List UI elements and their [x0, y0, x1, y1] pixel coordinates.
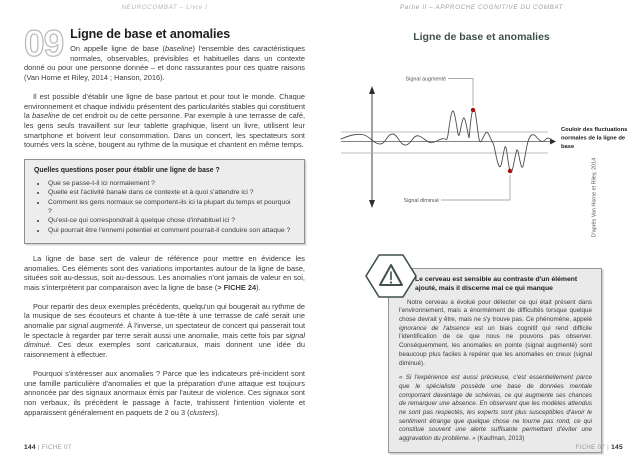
figure-credit: D'après Van Horne et Riley, 2014 — [591, 157, 598, 238]
callout-line-down — [441, 175, 510, 200]
chapter-number: 09 — [24, 23, 64, 64]
paragraph-3: La ligne de base sert de valeur de référence pour mettre en évidence les anomalies. Ces éléments sont des variations importantes autour de la ligne de base, situées soit au-dessus, soit au-dessous. Les anomalies n'ont jamais de valeur en soi, mais s'interprètent par comparaison avec la ligne de base (> FICHE 24). — [24, 253, 305, 292]
signal-up-label: Signal augmenté — [405, 76, 446, 83]
corridor-label-line1: Couloir des fluctuations — [561, 127, 628, 133]
fiche-label: FICHE 07 — [575, 444, 606, 451]
warning-box — [388, 268, 602, 453]
paragraph-5: Pourquoi s'intéresser aux anomalies ? Parce que les indicateurs pré-incident sont une famille particulière d'anomalies et que la préparation d'une attaque est toujours annoncée par des signaux anormaux émis par l'auteur de violence. Ces signaux sont non verbaux, ils précèdent le passage à l'acte, trahissent l'intention violente et apparaissent généralement en paquets de 2 ou 3 (clusters). — [24, 368, 305, 417]
callout-line-up — [448, 79, 473, 107]
question-item: • Quelle est l'activité banale dans ce contexte et à quoi s'attendre ici ? — [47, 188, 296, 197]
warning-box-title: Le cerveau est sensible au contraste d'un élément ajouté, mais il discerne mal ce qui manque — [415, 276, 578, 292]
corridor-label-line2: normales de la ligne de — [561, 135, 626, 142]
chapter-title: Ligne de base et anomalies — [70, 27, 231, 41]
question-box — [24, 159, 305, 244]
y-axis-arrow-up-icon — [369, 86, 375, 94]
baseline-anomaly-diagram — [334, 70, 634, 220]
left-page-content — [24, 23, 306, 417]
footer-left — [24, 444, 71, 451]
paragraph-4: Pour repartir des deux exemples précédents, quelqu'un qui bougerait au rythme de la musique de ses écouteurs et chante à tue-tête à une terrasse de café serait une anomalie par signal augmenté. À l'inverse, un spectateur de concert qui passerait tout le spectacle à regarder par terre serait aussi une anomalie, mais cette fois par signal diminué. Ces deux exemples sont caricaturaux, mais donnent une idée du raisonnement à effectuer. — [24, 301, 306, 360]
figure-title: Ligne de base et anomalies — [413, 31, 550, 43]
paragraph-1: On appelle ligne de base (baseline) l'ensemble des caractéristiques normales, observables, prévisibles et habituelles dans un contexte donné ou pour une personne donnée – et donc rassurantes pour ces quatre raisons (Van Horne et Riley, 2014 ; Hanson, 2016). — [24, 44, 305, 83]
question-item: • Que se passe-t-il ici normalement ? — [47, 179, 296, 188]
corridor-label-line3: base — [561, 144, 575, 150]
diagram-svg — [334, 70, 634, 220]
question-item: • Comment les gens normaux se comportent-ils ici la plupart du temps et pourquoi ? — [47, 198, 296, 217]
y-axis-arrow-down-icon — [369, 200, 375, 208]
question-box-title: Quelles questions poser pour établir une ligne de base ? — [34, 167, 220, 175]
warning-box-body: Notre cerveau a évolué pour détecter ce qui était présent dans l'environnement, mais a énormément de difficultés lorsque quelque chose devrait y être, mais ne s'y trouve pas. Ce phénomène, appelé ignorance de l'absence est un biais cognitif qui rend difficile l'identification de ce que nous ne pouvons pas observer. Conséquemment, les anomalies en pointe (signal augmenté) sont beaucoup plus faciles à repérer que les anomalies en creux (signal diminué). — [399, 298, 592, 367]
warning-box-quote: « Si l'expérience est aussi précieuse, c'est essentiellement parce que le spécialiste possède une base de données mentale comportant davantage de schémas, ce qui augmente ses chances de remarquer une absence. En observant que les modèles attendus ne sont pas respectés, les experts sont plus susceptibles d'avoir le sentiment étrange que quelque chose ne tourne pas rond, ce qui constitue souvent une alerte suffisante permettant d'éviter une aggravation du problème. » (Kaufman, 2013) — [399, 374, 592, 443]
warning-hexagon-icon — [365, 252, 417, 300]
right-page — [338, 0, 628, 464]
footer-separator: | — [37, 444, 40, 451]
left-page — [24, 0, 305, 464]
running-head-left: NEUROCOMBAT – Livre I — [121, 4, 208, 11]
fiche-label: FICHE 07 — [41, 444, 72, 451]
anomaly-dot-high — [471, 108, 475, 112]
page-number: 145 — [611, 444, 623, 451]
footer-right — [576, 444, 623, 451]
signal-path — [341, 109, 551, 173]
question-item: • Qui pourrait être l'ennemi potentiel et comment pourrait-il conduire son attaque ? — [47, 226, 296, 235]
page-number: 144 — [24, 444, 36, 451]
signal-down-label: Signal diminué — [403, 198, 439, 204]
anomaly-dot-low — [508, 169, 512, 173]
running-head-right: Partie II – APPROCHE COGNITIVE DU COMBAT — [399, 4, 564, 11]
footer-separator: | — [607, 444, 610, 451]
question-list — [47, 179, 296, 235]
question-item: • Qu'est-ce qui correspondrait à quelque chose d'inhabituel ici ? — [47, 216, 296, 225]
paragraph-2: Il est possible d'établir une ligne de base partout et pour tout le monde. Chaque environnement et chaque individu présentent des particularités stables qui constituent la baseline de cet endroit ou de cette personne. Par exemple à une terrasse de café, les gens seuls travaillent sur leur tablette graphique, lisent un livre, utilisent leur smartphone et boivent leur consommation. Dans un concert, les spectateurs sont tournés vers la scène, bougent au rythme de la musique et chantent en même temps. — [24, 91, 305, 150]
